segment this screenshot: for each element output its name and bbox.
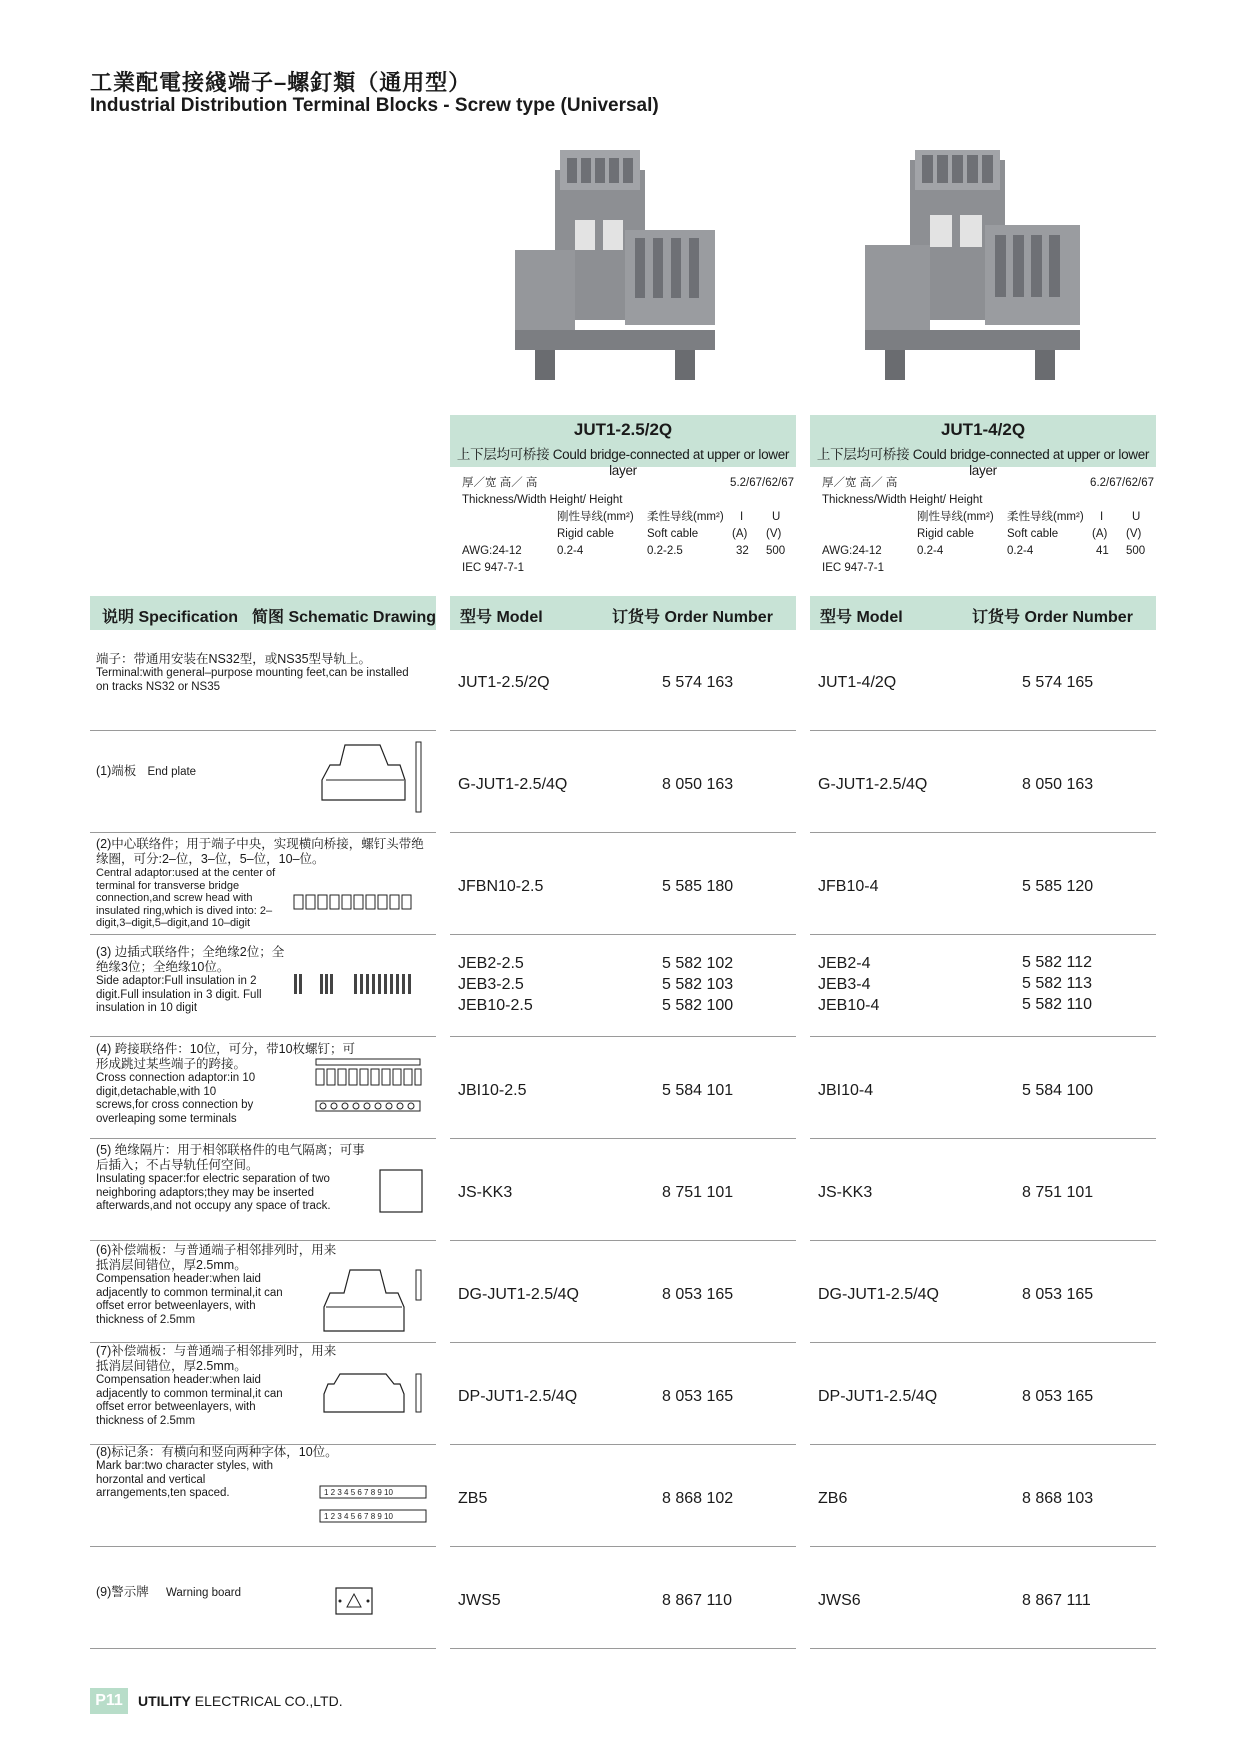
u-label: U	[772, 511, 781, 523]
row-5-model-2: JS-KK3	[818, 1184, 873, 1201]
header-drawing: 简图 Schematic Drawing	[252, 609, 437, 626]
row-9-model-2: JWS6	[818, 1592, 861, 1609]
row-separator	[450, 1036, 796, 1037]
row-desc-en: Cross connection adaptor:in 10 digit,detachable,with 10 screws,for cross connection by overleaping some terminals	[96, 1072, 256, 1125]
iec: IEC 947-7-1	[462, 562, 525, 574]
row-8-model-2: ZB6	[818, 1490, 848, 1507]
cross-connection-drawing	[314, 1057, 424, 1115]
row-separator	[90, 934, 436, 935]
row-desc-en: Side adaptor:Full insulation in 2 digit.Full insulation in 3 digit. Full insulation in 10 digit	[96, 975, 262, 1014]
row-separator	[450, 1546, 796, 1547]
row-5-desc	[96, 1143, 376, 1214]
row-desc-en: Warning board	[165, 1587, 241, 1599]
row-separator	[810, 1240, 1156, 1241]
rigid-val: 0.2-4	[557, 545, 584, 557]
row-3-model-1	[458, 953, 533, 1016]
row-3-model-2	[818, 953, 879, 1016]
row-desc-cn: (1)端板	[96, 764, 137, 778]
row-1-order-2: 8 050 163	[1022, 776, 1094, 793]
row-0-desc	[96, 652, 436, 694]
row-separator	[450, 1240, 796, 1241]
list-item: JEB2-4	[818, 955, 871, 972]
row-5-order-2: 8 751 101	[1022, 1184, 1094, 1201]
row-desc-cn: 端子：带通用安装在NS32型，或NS35型导轨上。	[96, 652, 372, 666]
product-1-bridge: 上下层均可桥接 Could bridge-connected at upper or lower layer	[456, 447, 790, 478]
spec-block-2	[822, 475, 1168, 577]
row-4-model-2: JBI10-4	[818, 1082, 874, 1099]
rigid-cn: 刚性导线(mm²)	[917, 511, 994, 523]
awg: AWG:24-12	[462, 545, 522, 557]
product-1-model: JUT1-2.5/2Q	[573, 420, 673, 439]
row-2-desc	[96, 837, 426, 930]
row-6-desc	[96, 1243, 346, 1327]
central-adaptor-drawing	[292, 892, 422, 914]
row-7-model-2: DP-JUT1-2.5/4Q	[818, 1388, 938, 1405]
row-8-order-2: 8 868 103	[1022, 1490, 1094, 1507]
soft-cn: 柔性导线(mm²)	[647, 511, 724, 523]
v-unit: (V)	[766, 528, 782, 540]
row-0-order-1: 5 574 163	[662, 674, 734, 691]
row-separator	[450, 934, 796, 935]
row-separator	[810, 1138, 1156, 1139]
mark-bar-drawing	[318, 1484, 430, 1526]
page-title-en: Industrial Distribution Terminal Blocks - Screw type (Universal)	[90, 95, 659, 116]
dims-label-en: Thickness/Width Height/ Height	[462, 494, 623, 506]
side-adaptor-drawing	[292, 970, 422, 998]
row-separator	[810, 1648, 1156, 1649]
row-9-order-1: 8 867 110	[662, 1592, 732, 1609]
list-item: 5 582 113	[1022, 975, 1092, 992]
dims-label-en: Thickness/Width Height/ Height	[822, 494, 983, 506]
row-desc-cn: (2)中心联络件；用于端子中央，实现横向桥接，螺钉头带绝缘圈，可分:2–位，3–位，5–位，10–位。	[96, 837, 424, 866]
row-separator	[810, 1444, 1156, 1445]
dims-value: 5.2/67/62/67	[730, 477, 794, 489]
row-2-order-1: 5 585 180	[662, 878, 734, 895]
voltage: 500	[766, 545, 786, 557]
row-desc-en: Compensation header:when laid adjacently to common terminal,it can offset error betweenlayers, with thickness of 2.5mm	[96, 1374, 283, 1427]
row-separator	[90, 1648, 436, 1649]
row-desc-cn: (4) 跨接联络件：10位，可分，带10枚螺钉；可形成跳过某些端子的跨接。	[96, 1042, 356, 1071]
row-1-order-1: 8 050 163	[662, 776, 734, 793]
row-desc-en: Terminal:with general–purpose mounting feet,can be installed on tracks NS32 or NS35	[96, 667, 409, 693]
rigid-en: Rigid cable	[557, 528, 614, 540]
end-plate-drawing	[320, 740, 430, 815]
row-desc-cn: (6)补偿端板：与普通端子相邻排列时，用来抵消层间错位，厚2.5mm。	[96, 1243, 337, 1272]
list-item: 5 582 100	[662, 997, 734, 1014]
product-photo-jut1-2.5	[495, 150, 755, 415]
row-desc-en: Insulating spacer:for electric separation of two neighboring adaptors;they may be inserted afterwards,and not occupy any space of track.	[96, 1173, 331, 1212]
row-2-order-2: 5 585 120	[1022, 878, 1094, 895]
row-3-desc	[96, 945, 296, 1016]
product-2-bridge: 上下层均可桥接 Could bridge-connected at upper or lower layer	[816, 447, 1150, 478]
list-item: 5 582 112	[1022, 954, 1092, 971]
row-9-desc	[96, 1585, 296, 1601]
soft-en: Soft cable	[647, 528, 699, 540]
row-1-model-1: G-JUT1-2.5/4Q	[458, 776, 568, 793]
rigid-cn: 刚性导线(mm²)	[557, 511, 634, 523]
dims-label-cn: 厚／宽 高／ 高	[822, 477, 898, 489]
row-0-order-2: 5 574 165	[1022, 674, 1094, 691]
list-item: JEB10-4	[818, 997, 880, 1014]
model-band-2	[810, 415, 1156, 478]
dims-label-cn: 厚／宽 高／ 高	[462, 477, 538, 489]
row-separator	[450, 1444, 796, 1445]
row-separator	[450, 730, 796, 731]
row-2-model-2: JFB10-4	[818, 878, 879, 895]
row-8-model-1: ZB5	[458, 1490, 488, 1507]
svg-text:1 2 3 4 5 6 7 8 9 10: 1 2 3 4 5 6 7 8 9 10	[324, 1488, 393, 1497]
row-desc-cn: (9)警示牌	[96, 1585, 149, 1599]
list-item: 5 582 110	[1022, 996, 1092, 1013]
product-photo-jut1-4	[850, 150, 1110, 415]
current: 32	[736, 545, 749, 557]
v-unit: (V)	[1126, 528, 1142, 540]
row-6-order-1: 8 053 165	[662, 1286, 734, 1303]
row-separator	[450, 1138, 796, 1139]
insulating-spacer-drawing	[378, 1168, 424, 1214]
header-spec-band	[90, 596, 436, 630]
row-separator	[90, 1240, 436, 1241]
row-separator	[90, 832, 436, 833]
company-name	[138, 1693, 343, 1709]
i-label: I	[1100, 511, 1104, 523]
list-item: 5 582 103	[662, 976, 734, 993]
soft-en: Soft cable	[1007, 528, 1059, 540]
row-7-order-2: 8 053 165	[1022, 1388, 1094, 1405]
model-band-1	[450, 415, 796, 478]
soft-val: 0.2-2.5	[647, 545, 683, 557]
row-9-order-2: 8 867 111	[1022, 1592, 1091, 1609]
product-2-model: JUT1-4/2Q	[940, 420, 1026, 439]
row-3-order-2	[1022, 952, 1092, 1015]
list-item: JEB10-2.5	[458, 997, 533, 1014]
row-separator	[90, 730, 436, 731]
soft-cn: 柔性导线(mm²)	[1007, 511, 1084, 523]
row-separator	[450, 1648, 796, 1649]
row-0-model-1: JUT1-2.5/2Q	[458, 674, 550, 691]
row-6-model-2: DG-JUT1-2.5/4Q	[818, 1286, 939, 1303]
row-desc-en: Mark bar:two character styles, with horzontal and vertical arrangements,ten spaced.	[96, 1460, 274, 1499]
row-4-model-1: JBI10-2.5	[458, 1082, 527, 1099]
row-7-desc	[96, 1344, 346, 1428]
row-separator	[810, 1546, 1156, 1547]
row-separator	[90, 1546, 436, 1547]
row-7-order-1: 8 053 165	[662, 1388, 734, 1405]
header-order-1: 订货号 Order Number	[612, 609, 773, 626]
rigid-val: 0.2-4	[917, 545, 944, 557]
row-desc-en: End plate	[147, 766, 197, 778]
awg: AWG:24-12	[822, 545, 882, 557]
row-separator	[810, 1036, 1156, 1037]
row-separator	[90, 1138, 436, 1139]
header-band-1	[450, 596, 796, 630]
iec: IEC 947-7-1	[822, 562, 885, 574]
u-label: U	[1132, 511, 1141, 523]
header-band-2	[810, 596, 1156, 630]
row-1-model-2: G-JUT1-2.5/4Q	[818, 776, 928, 793]
row-5-model-1: JS-KK3	[458, 1184, 513, 1201]
header-model-2: 型号 Model	[820, 609, 903, 626]
voltage: 500	[1126, 545, 1146, 557]
company-bold: UTILITY	[138, 1693, 191, 1709]
row-5-order-1: 8 751 101	[662, 1184, 734, 1201]
row-desc-en: Central adaptor:used at the center of terminal for transverse bridge connection,and screw head with insulated ring,which is dived into: 2–digit,3–digit,5–digit,and 10–digit	[96, 867, 276, 929]
spec-block-1	[462, 475, 808, 577]
row-separator	[810, 832, 1156, 833]
row-9-model-1: JWS5	[458, 1592, 501, 1609]
current: 41	[1096, 545, 1109, 557]
row-desc-cn: (7)补偿端板：与普通端子相邻排列时，用来抵消层间错位，厚2.5mm。	[96, 1344, 337, 1373]
page-number: P11	[90, 1688, 128, 1714]
dims-value: 6.2/67/62/67	[1090, 477, 1154, 489]
row-separator	[810, 730, 1156, 731]
row-7-model-1: DP-JUT1-2.5/4Q	[458, 1388, 578, 1405]
page-title-cn: 工業配電接綫端子–螺釘類（通用型）	[90, 70, 472, 95]
list-item: JEB3-4	[818, 976, 871, 993]
row-desc-cn: (3) 边插式联络件；全绝缘2位；全绝缘3位；全绝缘10位。	[96, 945, 285, 974]
list-item: JEB2-2.5	[458, 955, 524, 972]
row-4-order-1: 5 584 101	[662, 1082, 734, 1099]
warning-board-drawing	[334, 1586, 374, 1616]
row-separator	[810, 934, 1156, 935]
row-4-order-2: 5 584 100	[1022, 1082, 1094, 1099]
svg-text:1 2 3 4 5 6 7 8 9 10: 1 2 3 4 5 6 7 8 9 10	[324, 1512, 393, 1521]
row-0-model-2: JUT1-4/2Q	[818, 674, 897, 691]
row-separator	[90, 1342, 436, 1343]
row-2-model-1: JFBN10-2.5	[458, 878, 544, 895]
header-order-2: 订货号 Order Number	[972, 609, 1133, 626]
a-unit: (A)	[732, 528, 748, 540]
list-item: 5 582 102	[662, 955, 734, 972]
a-unit: (A)	[1092, 528, 1108, 540]
row-6-order-2: 8 053 165	[1022, 1286, 1094, 1303]
row-desc-cn: (8)标记条：有横向和竖向两种字体，10位。	[96, 1445, 338, 1459]
row-separator	[810, 1342, 1156, 1343]
row-6-model-1: DG-JUT1-2.5/4Q	[458, 1286, 579, 1303]
row-separator	[450, 832, 796, 833]
soft-val: 0.2-4	[1007, 545, 1034, 557]
row-1-desc	[96, 764, 236, 780]
row-separator	[450, 1342, 796, 1343]
rigid-en: Rigid cable	[917, 528, 974, 540]
company-rest: ELECTRICAL CO.,LTD.	[190, 1693, 343, 1709]
header-spec: 说明 Specification	[102, 609, 239, 626]
compensation-header-drawing-7	[320, 1368, 430, 1418]
row-3-order-1	[662, 953, 733, 1016]
row-desc-en: Compensation header:when laid adjacently to common terminal,it can offset error betweenlayers, with thickness of 2.5mm	[96, 1273, 283, 1326]
i-label: I	[740, 511, 744, 523]
row-8-order-1: 8 868 102	[662, 1490, 734, 1507]
header-model-1: 型号 Model	[460, 609, 543, 626]
row-separator	[90, 1036, 436, 1037]
row-desc-cn: (5) 绝缘隔片：用于相邻联格件的电气隔离；可事后插入；不占导轨任何空间。	[96, 1143, 365, 1172]
compensation-header-drawing-6	[320, 1265, 430, 1340]
list-item: JEB3-2.5	[458, 976, 524, 993]
